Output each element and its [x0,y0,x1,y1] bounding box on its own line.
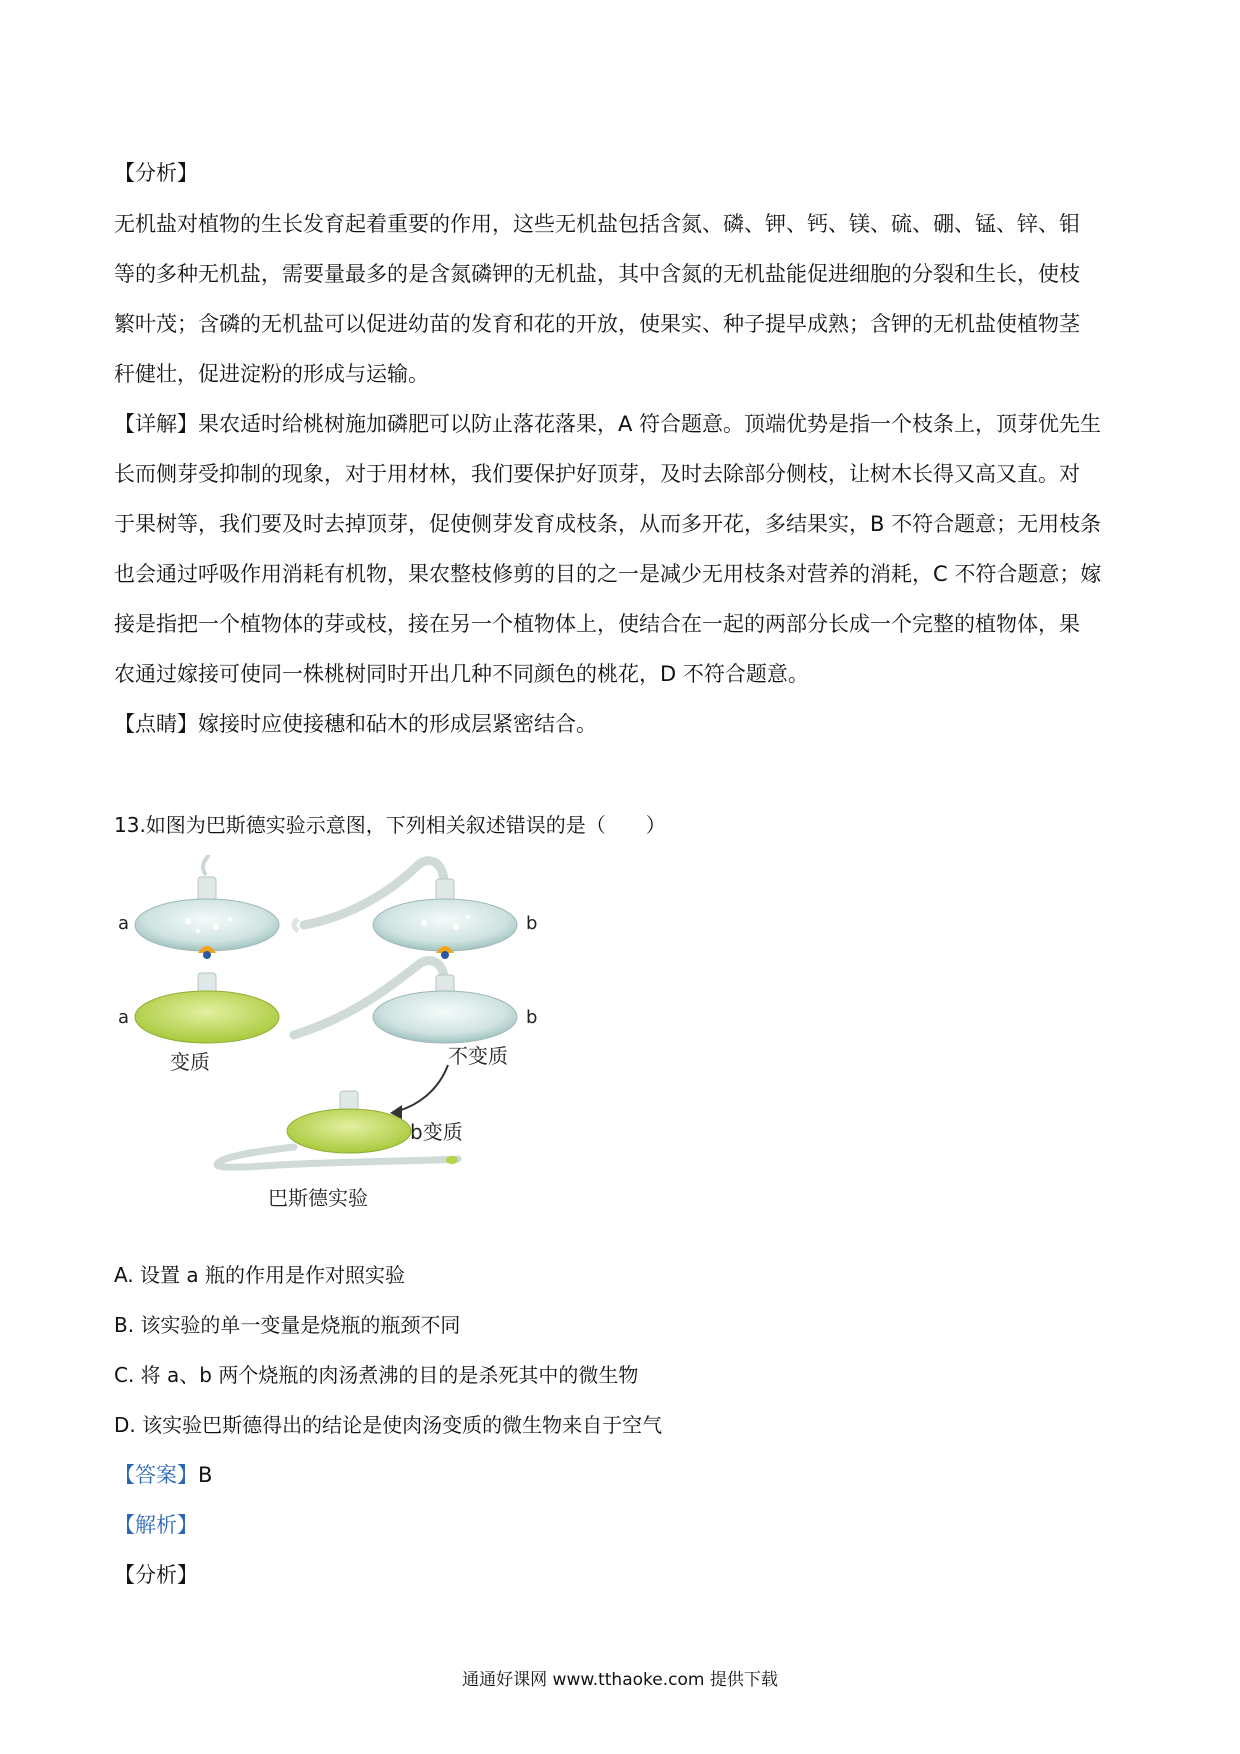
detail-text: 果农适时给桃树施加磷肥可以防止落花落果，A 符合题意。顶端优势是指一个枝条上，顶芽优先生 [198,412,1102,436]
label-not-spoiled: 不变质 [448,1044,508,1068]
label-a-top: a [118,913,130,934]
label-a-mid: a [118,1007,130,1028]
detail-line-1 [114,408,1101,438]
arrow-icon [398,1065,448,1111]
analysis-line: 繁叶茂；含磷的无机盐可以促进幼苗的发育和花的开放，使果实、种子提早成熟；含钾的无机盐使植物茎 [114,312,1080,336]
flask-a-boiling [135,855,279,959]
flask-a-spoiled [135,973,279,1043]
detail-line: 接是指把一个植物体的芽或枝，接在另一个植物体上，使结合在一起的两部分长成一个完整的植物体，果 [114,612,1080,636]
analysis-line: 无机盐对植物的生长发育起着重要的作用，这些无机盐包括含氮、磷、钾、钙、镁、硫、硼、锰、锌、钼 [114,212,1080,236]
point-line [114,708,597,738]
flask-b-clear [294,961,517,1043]
option-a: A. 设置 a 瓶的作用是作对照实验 [114,1263,406,1287]
analysis-line: 秆健壮，促进淀粉的形成与运输。 [114,362,429,386]
pasteur-experiment-figure [118,855,598,1215]
detail-line: 长而侧芽受抑制的现象，对于用材林，我们要保护好顶芽，及时去除部分侧枝，让树木长得又高又直。对 [114,462,1080,486]
answer-line [114,1460,212,1490]
analysis-heading-2: 【分析】 [114,1563,198,1587]
page-footer: 通通好课网 www.tthaoke.com 提供下载 [462,1670,778,1690]
figure-caption: 巴斯德实验 [268,1186,368,1210]
analysis-heading: 【分析】 [114,161,198,185]
option-d: D. 该实验巴斯德得出的结论是使肉汤变质的微生物来自于空气 [114,1413,663,1437]
flask-b-boiling [294,861,517,959]
point-text: 嫁接时应使接穗和砧木的形成层紧密结合。 [198,712,597,736]
label-b-spoiled: b变质 [410,1120,463,1144]
option-b: B. 该实验的单一变量是烧瓶的瓶颈不同 [114,1313,461,1337]
detail-line: 于果树等，我们要及时去掉顶芽，促使侧芽发育成枝条，从而多开花，多结果实，B 不符合题意；无用枝条 [114,512,1102,536]
detail-label: 【详解】 [114,412,198,436]
point-label: 【点睛】 [114,712,198,736]
explain-label: 【解析】 [114,1513,198,1537]
detail-line: 农通过嫁接可使同一株桃树同时开出几种不同颜色的桃花，D 不符合题意。 [114,662,809,686]
detail-line: 也会通过呼吸作用消耗有机物，果农整枝修剪的目的之一是减少无用枝条对营养的消耗，C 不符合题意；嫁 [114,562,1102,586]
analysis-line: 等的多种无机盐，需要量最多的是含氮磷钾的无机盐，其中含氮的无机盐能促进细胞的分裂和生长，使枝 [114,262,1080,286]
label-b-mid: b [526,1007,538,1028]
option-c: C. 将 a、b 两个烧瓶的肉汤煮沸的目的是杀死其中的微生物 [114,1363,639,1387]
answer-label: 【答案】 [114,1463,198,1487]
question-text: 13.如图为巴斯德实验示意图，下列相关叙述错误的是（ ） [114,813,666,837]
label-spoiled: 变质 [170,1050,210,1074]
answer-value: B [198,1463,213,1487]
label-b-top: b [526,913,538,934]
